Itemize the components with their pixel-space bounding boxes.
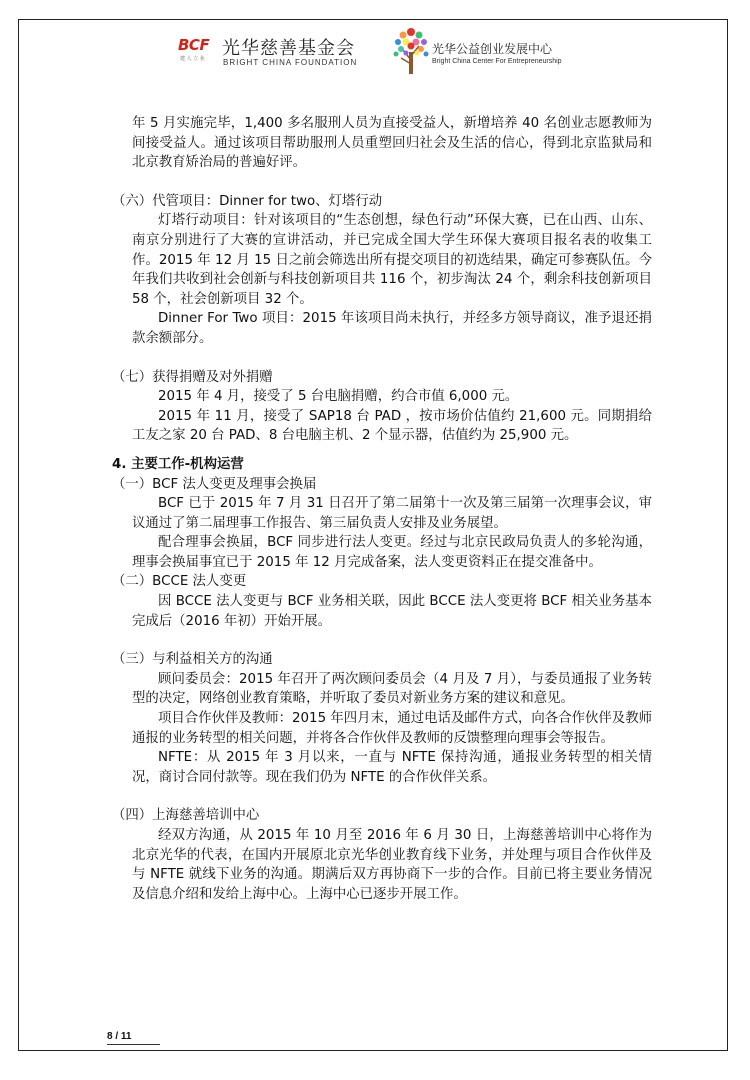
- subsection-title-2: （二）BCCE 法人变更: [112, 574, 247, 590]
- org1-chinese-name: 光华慈善基金会: [222, 38, 355, 59]
- paragraph-legal-change: 配合理事会换届，BCF 同步进行法人变更。经过与北京民政局负责人的多轮沟通，理事会换届事宜已于 2015 年 12 月完成备案，法人变更资料正在提交准备中。: [132, 535, 652, 570]
- paragraph-shanghai: 经双方沟通，从 2015 年 10 月至 2016 年 6 月 30 日，上海慈善培训中心将作为北京光华的代表，在国内开展原北京光华创业教育线下业务，并处理与项目合作伙伴及与 NFTE 就线下业务的沟通。期满后双方再协商下一步的合作。目前已将主要业务情况及信息介绍和发给上海中心。上海中心已逐步开展工作。: [132, 828, 652, 902]
- section-title-6: （六）代管项目：Dinner for two、灯塔行动: [112, 193, 383, 209]
- document-body: [112, 114, 652, 904]
- org1-english-name: BRIGHT CHINA FOUNDATION: [223, 58, 358, 67]
- bcf-mark-text: BCF: [178, 36, 210, 54]
- paragraph-continued: 年 5 月实施完毕，1,400 多名服刑人员为直接受益人，新增培养 40 名创业志愿教师为间接受益人。通过该项目帮助服刑人员重塑回归社会及生活的信心，得到北京监狱局和北京教育矫治局的普遍好评。: [132, 116, 652, 171]
- org2-chinese-name: 光华公益创业发展中心: [432, 42, 553, 56]
- paragraph-bcce-change: 因 BCCE 法人变更与 BCF 业务相关联，因此 BCCE 法人变更将 BCF 相关业务基本完成后（2016 年初）开始开展。: [132, 594, 652, 629]
- bcf-mark-sub: 建 人 立 业: [180, 56, 205, 62]
- paragraph-nfte: NFTE：从 2015 年 3 月以来，一直与 NFTE 保持沟通，通报业务转型的相关情况，商讨合同付款等。现在我们仍为 NFTE 的合作伙伴关系。: [132, 750, 652, 785]
- paragraph-lighthouse: 灯塔行动项目：针对该项目的“生态创想，绿色行动”环保大赛，已在山西、山东、南京分别进行了大赛的宣讲活动，并已完成全国大学生环保大赛项目报名表的收集工作。2015 年 12 月 15 日之前会筛选出所有提交项目的初选结果，确定可参赛队伍。今年我们共收到社会创新与科技创新项目共 116 个，初步淘汰 24 个，剩余科技创新项目 58 个，社会创新项目 32 个。: [132, 213, 652, 307]
- paragraph-donation-april: 2015 年 4 月，接受了 5 台电脑捐赠，约合市值 6,000 元。: [158, 389, 519, 405]
- subsection-title-3: （三）与利益相关方的沟通: [112, 652, 273, 668]
- page-number: 8 / 11: [107, 1031, 132, 1042]
- paragraph-donation-november: 2015 年 11 月，接受了 SAP18 台 PAD ，按市场价估值约 21,600 元。同期捐给工友之家 20 台 PAD、8 台电脑主机、2 个显示器，估值约为 25,900 元。: [132, 408, 652, 444]
- page-header: [172, 24, 592, 79]
- subsection-title-4: （四）上海慈善培训中心: [112, 808, 260, 824]
- org2-english-name: Bright China Center For Entrepreneurship: [432, 58, 562, 65]
- paragraph-partners: 项目合作伙伴及教师：2015 年四月末，通过电话及邮件方式，向各合作伙伴及教师通报的业务转型的相关问题，并将各合作伙伴及教师的反馈整理向理事会等报告。: [132, 711, 652, 746]
- bcf-mark: [176, 34, 210, 66]
- subsection-title-1: （一）BCF 法人变更及理事会换届: [112, 476, 317, 492]
- bcf-logo: [172, 28, 362, 76]
- bcce-logo: [392, 24, 592, 79]
- paragraph-dinner-for-two: Dinner For Two 项目：2015 年该项目尚未执行，并经多方领导商议，准予退还捐款余额部分。: [132, 311, 652, 346]
- footer-divider: [107, 1044, 160, 1045]
- tree-logo-icon: [392, 24, 430, 76]
- section-title-7: （七）获得捐赠及对外捐赠: [112, 369, 273, 385]
- heading-4: 4. 主要工作-机构运营: [112, 456, 244, 472]
- paragraph-advisory: 顾问委员会：2015 年召开了两次顾问委员会（4 月及 7 月），与委员通报了业务转型的决定，网络创业教育策略，并听取了委员对新业务方案的建议和意见。: [132, 671, 652, 707]
- paragraph-board-meeting: BCF 已于 2015 年 7 月 31 日召开了第二届第十一次及第三届第一次理事会议，审议通过了第二届理事工作报告、第三届负责人安排及业务展望。: [132, 496, 652, 531]
